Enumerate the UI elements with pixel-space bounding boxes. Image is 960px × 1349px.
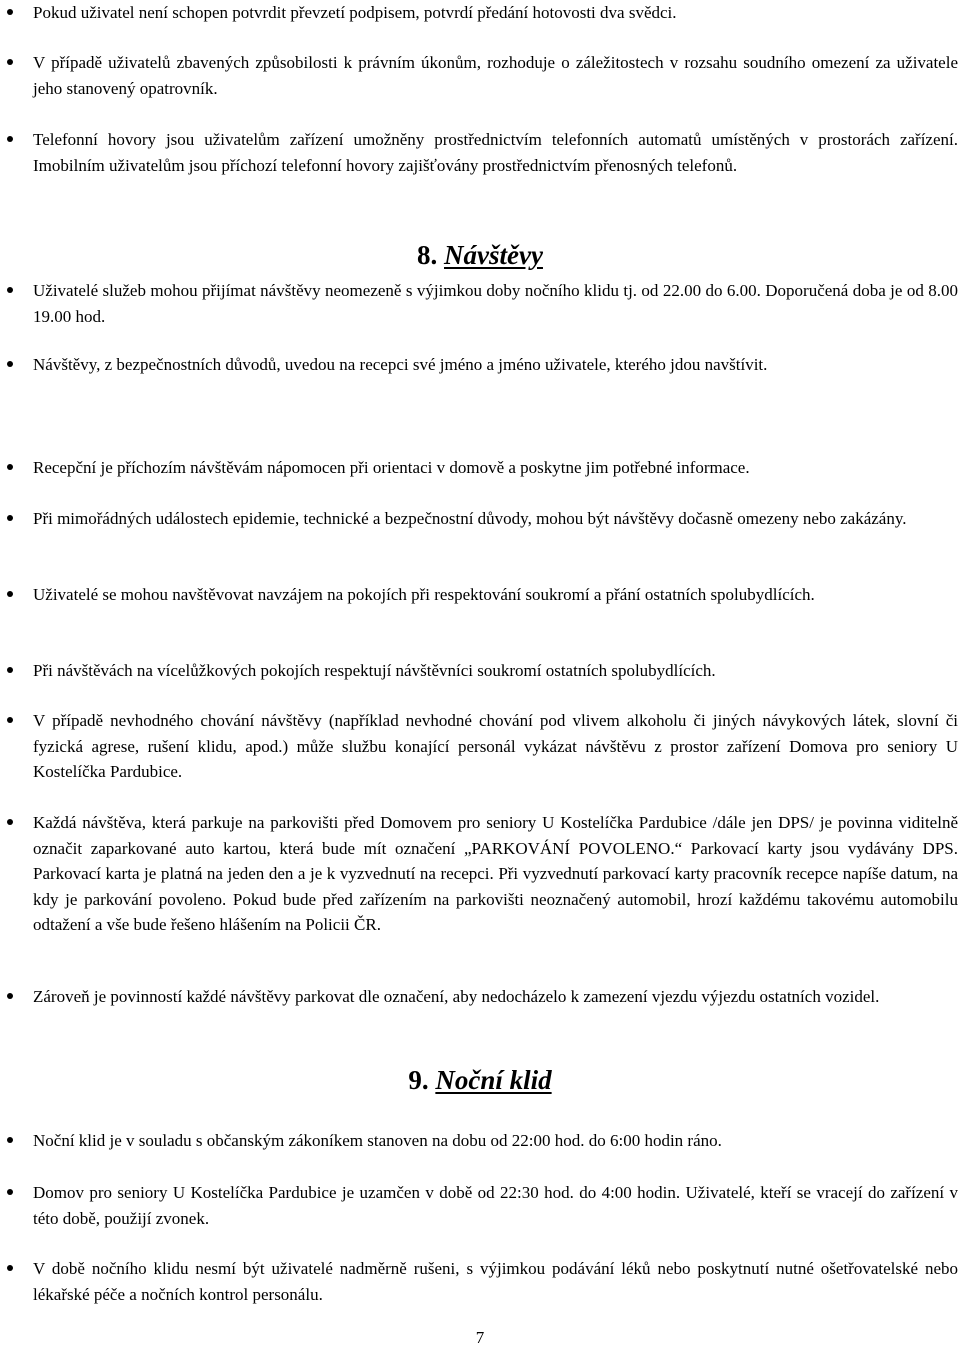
bullet-icon: [7, 287, 13, 293]
bullet-icon: [7, 9, 13, 15]
list-item-text: Uživatelé se mohou navštěvovat navzájem na pokojích při respektování soukromí a přání ostatních spolubydlících.: [33, 585, 815, 604]
list-item-text: Pokud uživatel není schopen potvrdit převzetí podpisem, potvrdí předání hotovosti dva svědci.: [33, 3, 677, 22]
bullet-icon: [7, 1189, 13, 1195]
list-item-text: V době nočního klidu nesmí být uživatelé nadměrně rušeni, s výjimkou podávání léků nebo poskytnutí nutné ošetřovatelské nebo lékařské péče a nočních kontrol personálu.: [33, 1259, 958, 1304]
list-item: [33, 455, 958, 481]
list-item-text: Každá návštěva, která parkuje na parkovišti před Domovem pro seniory U Kostelíčka Pardubice /dále jen DPS/ je povinna viditelně označit zaparkované auto kartou, která bude mít označení „PARKOVÁNÍ POVOLENO.“ Parkovací karty jsou vydávány DPS. Parkovací karta je platná na jeden den a je k vyzvednutí na recepci. Při vyzvednutí parkovací karty pracovník recepce napíše datum, na kdy je parkování povoleno. Pokud bude před zařízením na parkovišti neoznačený automobil, hrozí každému takovému automobilu odtažení a vše bude řešeno hlášením na Policii ČR.: [33, 813, 958, 934]
section-number: 9.: [408, 1065, 429, 1095]
list-item-text: Recepční je příchozím návštěvám nápomocen při orientaci v domově a poskytne jim potřebné informace.: [33, 458, 750, 477]
list-item-text: Uživatelé služeb mohou přijímat návštěvy neomezeně s výjimkou doby nočního klidu tj. od 22.00 do 6.00. Doporučená doba je od 8.00 19.00 hod.: [33, 281, 958, 326]
list-item: [33, 278, 958, 329]
list-item-text: Noční klid je v souladu s občanským zákoníkem stanoven na dobu od 22:00 hod. do 6:00 hodin ráno.: [33, 1131, 722, 1150]
list-item: [33, 127, 958, 178]
bullet-icon: [7, 59, 13, 65]
bullet-icon: [7, 515, 13, 521]
bullet-icon: [7, 717, 13, 723]
list-item-text: Při mimořádných událostech epidemie, technické a bezpečnostní důvody, mohou být návštěvy dočasně omezeny nebo zakázány.: [33, 509, 907, 528]
bullet-icon: [7, 136, 13, 142]
bullet-icon: [7, 993, 13, 999]
list-item-text: Návštěvy, z bezpečnostních důvodů, uvedou na recepci své jméno a jméno uživatele, kterého jdou navštívit.: [33, 355, 768, 374]
list-item: [33, 506, 958, 532]
list-item-text: V případě uživatelů zbavených způsobilosti k právním úkonům, rozhoduje o záležitostech v rozsahu soudního omezení za uživatele jeho stanovený opatrovník.: [33, 53, 958, 98]
list-item: [33, 708, 958, 785]
bullet-icon: [7, 591, 13, 597]
list-item: [33, 810, 958, 938]
list-item: [33, 984, 958, 1010]
section-heading: [0, 239, 960, 271]
list-item: [33, 658, 958, 684]
list-item-text: V případě nevhodného chování návštěvy (například nevhodné chování pod vlivem alkoholu či jiných návykových látek, slovní či fyzická agrese, rušení klidu, apod.) může službu konající personál vykázat návštěvu z prostor zařízení Domova pro seniory U Kostelíčka Pardubice.: [33, 711, 958, 781]
bullet-icon: [7, 1137, 13, 1143]
bullet-icon: [7, 361, 13, 367]
list-item: [33, 0, 958, 26]
bullet-icon: [7, 819, 13, 825]
bullet-icon: [7, 667, 13, 673]
list-item-text: Domov pro seniory U Kostelíčka Pardubice je uzamčen v době od 22:30 hod. do 4:00 hodin. Uživatelé, kteří se vracejí do zařízení v této době, použijí zvonek.: [33, 1183, 958, 1228]
list-item: [33, 1128, 958, 1154]
bullet-icon: [7, 1265, 13, 1271]
bullet-icon: [7, 464, 13, 470]
list-item: [33, 352, 958, 378]
list-item: [33, 1256, 958, 1307]
list-item: [33, 1180, 958, 1231]
section-title: Návštěvy: [444, 240, 543, 270]
list-item: [33, 50, 958, 101]
section-number: 8.: [417, 240, 438, 270]
section-heading: [0, 1064, 960, 1096]
list-item-text: Telefonní hovory jsou uživatelům zařízení umožněny prostřednictvím telefonních automatů umístěných v prostorách zařízení. Imobilním uživatelům jsou příchozí telefonní hovory zajišťovány prostřednictvím přenosných telefonů.: [33, 130, 958, 175]
list-item-text: Zároveň je povinností každé návštěvy parkovat dle označení, aby nedocházelo k zamezení vjezdu výjezdu ostatních vozidel.: [33, 987, 880, 1006]
section-title: Noční klid: [435, 1065, 552, 1095]
page-number: 7: [475, 1328, 485, 1347]
list-item-text: Při návštěvách na vícelůžkových pokojích respektují návštěvníci soukromí ostatních spolubydlících.: [33, 661, 716, 680]
list-item: [33, 582, 958, 608]
